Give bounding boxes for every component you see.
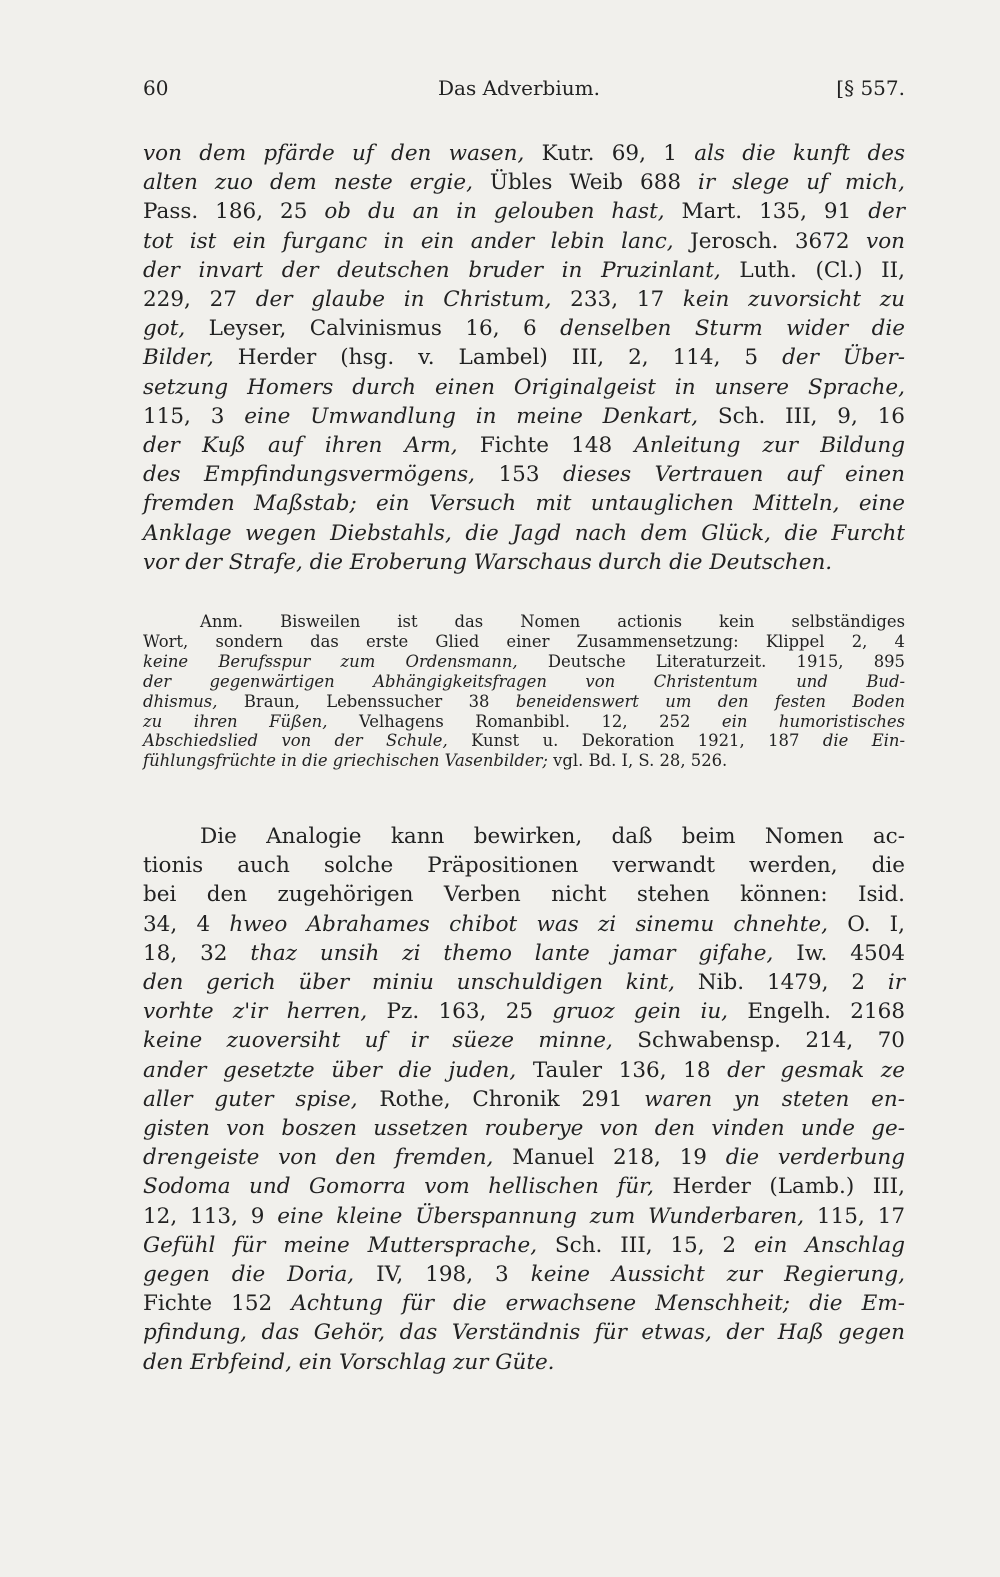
citation-text: Übles Weib 688 <box>472 170 699 196</box>
citation-text: 115, 3 <box>143 403 245 429</box>
italic-quote: got, <box>143 316 186 342</box>
text-line <box>143 343 905 372</box>
citation-text: Die Analogie kann bewirken, daß beim Nomen ac- <box>200 824 905 849</box>
italic-quote: keine zuoversiht uf ir süeze minne, <box>143 1028 613 1054</box>
text-line <box>143 672 905 692</box>
text-line <box>143 910 905 939</box>
italic-quote: denselben Sturm wider die <box>560 316 905 342</box>
citation-text: 153 <box>474 462 564 488</box>
text-line <box>143 139 905 168</box>
citation-text: Kutr. 69, 1 <box>524 141 695 166</box>
citation-text: Manuel 218, 19 <box>493 1145 726 1171</box>
italic-quote: die verderbung <box>725 1145 905 1171</box>
citation-text: 233, 17 <box>551 287 683 313</box>
italic-quote: gruoz gein iu, <box>552 999 729 1025</box>
italic-quote: der Über- <box>782 345 905 371</box>
italic-quote: der <box>868 199 906 225</box>
italic-quote: dhismus, <box>143 691 218 711</box>
citation-text: Luth. (Cl.) II, <box>720 257 905 283</box>
citation-text: Deutsche Literaturzeit. 1915, 895 <box>517 651 905 671</box>
text-line <box>143 1202 905 1231</box>
text-line <box>143 1026 905 1055</box>
text-line <box>143 314 905 343</box>
citation-text: Pz. 163, 25 <box>367 999 553 1025</box>
italic-quote: Gefühl für meine Muttersprache, <box>143 1232 538 1258</box>
text-line <box>143 1143 905 1172</box>
text-line <box>143 460 905 489</box>
text-line <box>143 712 905 732</box>
citation-text: Iw. 4504 <box>773 940 905 966</box>
italic-quote: Abschiedslied von der Schule, <box>143 731 448 751</box>
citation-text: Tauler 136, 18 <box>516 1057 728 1083</box>
text-line <box>143 939 905 968</box>
text-line <box>143 1085 905 1114</box>
running-title: Das Adverbium. <box>438 76 600 100</box>
text-line <box>143 1260 905 1289</box>
citation-text: bei den zugehörigen Verben nicht stehen können: Isid. <box>143 882 905 908</box>
section-number: [§ 557. <box>836 76 905 100</box>
italic-quote: des Empfindungsvermögens, <box>143 462 475 488</box>
citation-text: Herder (hsg. v. Lambel) III, 2, 114, 5 <box>213 345 783 371</box>
text-line <box>143 1172 905 1201</box>
italic-quote: Sodoma und Gomorra vom hellischen für, <box>143 1174 654 1200</box>
text-line <box>143 632 905 652</box>
citation-text: 229, 27 <box>143 287 256 313</box>
italic-quote: eine Umwandlung in meine Denkart, <box>244 403 699 429</box>
citation-text: vgl. Bd. I, S. 28, 526. <box>547 751 728 771</box>
text-line <box>143 373 905 402</box>
text-line <box>143 227 905 256</box>
italic-quote: dieses Vertrauen auf einen <box>563 462 905 488</box>
italic-quote: eine kleine Überspannung zum Wunderbaren, <box>277 1203 805 1229</box>
italic-quote: aller guter spise, <box>143 1086 358 1112</box>
text-line <box>143 1056 905 1085</box>
italic-quote: der glaube in Christum, <box>255 287 552 313</box>
italic-quote: vorhte z'ir herren, <box>143 999 368 1025</box>
italic-quote: keine Aussicht zur Regierung, <box>530 1262 906 1288</box>
text-line <box>143 197 905 226</box>
italic-quote: kein zuvorsicht zu <box>682 287 905 313</box>
text-line <box>143 402 905 431</box>
citation-text: Kunst u. Dekoration 1921, 187 <box>447 731 823 751</box>
italic-quote: den gerich über miniu unschuldigen kint, <box>143 970 675 996</box>
italic-quote: fühlungsfrüchte in die griechischen Vasenbilder; <box>143 751 548 771</box>
italic-quote: alten zuo dem neste ergie, <box>143 170 473 196</box>
italic-quote: die Ein- <box>822 731 906 751</box>
text-line <box>143 548 905 577</box>
italic-quote: pfindung, das Gehör, das Verständnis für etwas, der Haß gegen <box>143 1320 905 1346</box>
citation-text: Wort, sondern das erste Glied einer Zusammensetzung: Klippel 2, 4 <box>143 631 905 651</box>
citation-text: Sch. III, 9, 16 <box>698 403 905 429</box>
citation-text: Pass. 186, 25 <box>143 199 325 225</box>
text-line <box>143 431 905 460</box>
citation-text: Rothe, Chronik 291 <box>357 1086 645 1112</box>
text-line <box>143 731 905 751</box>
italic-quote: Anklage wegen Diebstahls, die Jagd nach dem Glück, die Furcht <box>143 520 905 546</box>
text-line <box>143 1348 905 1377</box>
citation-text: Anm. Bisweilen ist das Nomen actionis kein selbständiges <box>200 612 905 631</box>
italic-quote: der Kuß auf ihren Arm, <box>143 433 458 459</box>
citation-text: O. I, <box>827 911 906 937</box>
text-line <box>143 851 905 880</box>
citation-text: 18, 32 <box>143 940 251 966</box>
italic-quote: waren yn steten en- <box>644 1086 905 1112</box>
italic-quote: den Erbfeind, ein Vorschlag zur Güte. <box>143 1349 555 1375</box>
citation-text: Fichte 148 <box>457 433 635 459</box>
citation-text: Velhagens Romanbibl. 12, 252 <box>327 711 722 731</box>
page-number: 60 <box>143 76 169 100</box>
text-line <box>143 612 905 632</box>
italic-quote: ob du an in gelouben hast, <box>324 199 665 225</box>
paragraph-analogy <box>143 822 905 1377</box>
citation-text: 34, 4 <box>143 911 230 937</box>
text-line <box>143 822 905 851</box>
italic-quote: beneidenswert um den festen Boden <box>515 691 905 711</box>
italic-quote: tot ist ein furganc in ein ander lebin lanc, <box>143 228 674 254</box>
italic-quote: thaz unsih zi themo lante jamar gifahe, <box>250 940 774 966</box>
italic-quote: vor der Strafe, die Eroberung Warschaus durch die Deutschen. <box>143 549 833 575</box>
text-line <box>143 692 905 712</box>
italic-quote: Achtung für die erwachsene Menschheit; die Em- <box>291 1291 905 1317</box>
text-line <box>143 285 905 314</box>
citation-text: Sch. III, 15, 2 <box>537 1232 754 1258</box>
italic-quote: ir <box>887 970 905 996</box>
text-line <box>143 256 905 285</box>
italic-quote: ir slege uf mich, <box>698 170 905 196</box>
italic-quote: gegen die Doria, <box>143 1262 355 1288</box>
citation-text: Herder (Lamb.) III, <box>653 1174 906 1200</box>
text-line <box>143 519 905 548</box>
citation-text: Fichte 152 <box>143 1291 292 1317</box>
text-line <box>143 1289 905 1318</box>
citation-text: Leyser, Calvinismus 16, 6 <box>185 316 561 342</box>
text-line <box>143 751 905 771</box>
text-line <box>143 1318 905 1347</box>
italic-quote: zu ihren Füßen, <box>143 711 328 731</box>
text-line <box>143 168 905 197</box>
italic-quote: der gesmak ze <box>727 1057 905 1083</box>
citation-text: 12, 113, 9 <box>143 1203 278 1229</box>
italic-quote: ein Anschlag <box>753 1232 905 1258</box>
italic-quote: ander gesetzte über die juden, <box>143 1057 517 1083</box>
annotation-note <box>143 612 905 771</box>
citation-text: Schwabensp. 214, 70 <box>612 1028 905 1054</box>
italic-quote: keine Berufsspur zum Ordensmann, <box>143 651 518 671</box>
citation-text: Nib. 1479, 2 <box>675 970 888 996</box>
italic-quote: Bilder, <box>143 345 214 371</box>
text-line <box>143 1114 905 1143</box>
citation-text: Braun, Lebenssucher 38 <box>217 691 516 711</box>
italic-quote: gisten von boszen ussetzen rouberye von den vinden unde ge- <box>143 1116 905 1142</box>
italic-quote: der gegenwärtigen Abhängigkeitsfragen von Christentum und Bud- <box>143 671 905 691</box>
italic-quote: der invart der deutschen bruder in Pruzinlant, <box>143 257 721 283</box>
italic-quote: setzung Homers durch einen Originalgeist in unsere Sprache, <box>143 374 905 400</box>
citation-text: 115, 17 <box>804 1203 905 1229</box>
italic-quote: drengeiste von den fremden, <box>143 1145 494 1171</box>
italic-quote: ein humoristisches <box>721 711 905 731</box>
running-header <box>143 76 905 102</box>
citation-text: Mart. 135, 91 <box>664 199 869 225</box>
text-line <box>143 968 905 997</box>
italic-quote: fremden Maßstab; ein Versuch mit untauglichen Mitteln, eine <box>143 491 905 517</box>
citation-text: IV, 198, 3 <box>354 1262 531 1288</box>
text-line <box>143 997 905 1026</box>
paragraph-examples <box>143 139 905 577</box>
citation-text: tionis auch solche Präpositionen verwandt werden, die <box>143 853 905 879</box>
text-line <box>143 880 905 909</box>
italic-quote: hweo Abrahames chibot was zi sinemu chnehte, <box>229 911 828 937</box>
italic-quote: als die kunft des <box>694 141 905 166</box>
text-line <box>143 1231 905 1260</box>
italic-quote: von dem pfärde uf den wasen, <box>143 141 525 166</box>
text-line <box>143 652 905 672</box>
citation-text: Engelh. 2168 <box>728 999 905 1025</box>
italic-quote: Anleitung zur Bildung <box>634 433 905 459</box>
italic-quote: von <box>866 228 905 254</box>
text-line <box>143 489 905 518</box>
citation-text: Jerosch. 3672 <box>673 228 867 254</box>
